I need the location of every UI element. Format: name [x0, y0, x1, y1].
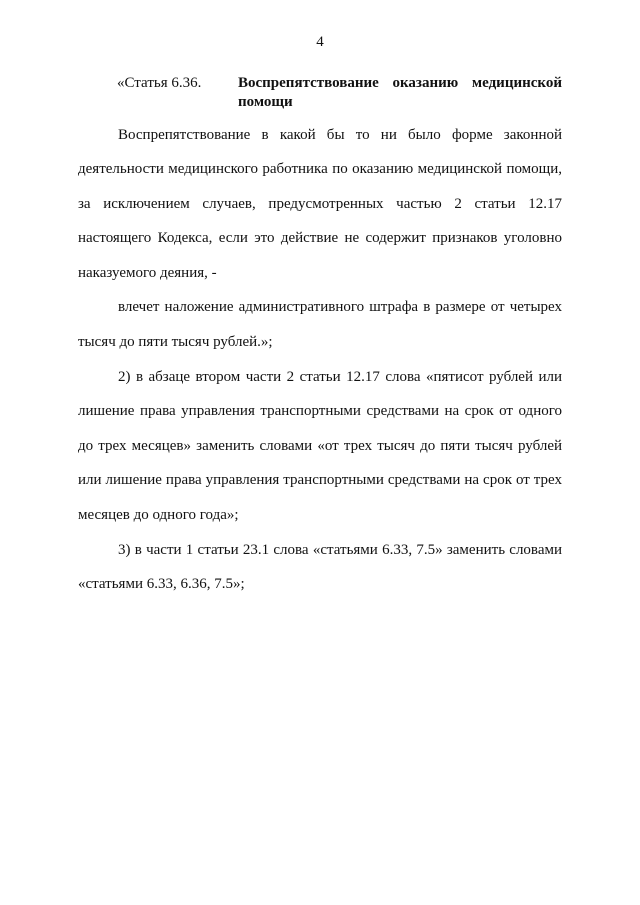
page-number: 4	[316, 34, 324, 50]
paragraph-line: за исключением случаев, предусмотренных частью 2 статьи 12.17	[78, 196, 562, 212]
paragraph-line: тысяч до пяти тысяч рублей.»;	[78, 334, 273, 350]
paragraph-line: наказуемого деяния, -	[78, 265, 217, 281]
paragraph-line: деятельности медицинского работника по оказанию медицинской помощи,	[78, 161, 562, 177]
paragraph-line: или лишение права управления транспортными средствами на срок от трех	[78, 472, 562, 488]
paragraph-line: настоящего Кодекса, если это действие не содержит признаков уголовно	[78, 230, 562, 246]
paragraph-line: месяцев до одного года»;	[78, 507, 239, 523]
paragraph-line: Воспрепятствование в какой бы то ни было форме законной	[118, 127, 562, 143]
paragraph-line: «статьями 6.33, 6.36, 7.5»;	[78, 576, 245, 592]
paragraph-line: влечет наложение административного штрафа в размере от четырех	[118, 299, 562, 315]
paragraph-line: лишение права управления транспортными средствами на срок от одного	[78, 403, 562, 419]
article-number: «Статья 6.36.	[117, 75, 202, 91]
paragraph-line: 2) в абзаце втором части 2 статьи 12.17 слова «пятисот рублей или	[118, 369, 562, 385]
article-title: Воспрепятствование оказанию медицинской помощи	[238, 75, 562, 110]
paragraph-line: до трех месяцев» заменить словами «от трех тысяч до пяти тысяч рублей	[78, 438, 562, 454]
paragraph-line: 3) в части 1 статьи 23.1 слова «статьями 6.33, 7.5» заменить словами	[118, 542, 562, 558]
